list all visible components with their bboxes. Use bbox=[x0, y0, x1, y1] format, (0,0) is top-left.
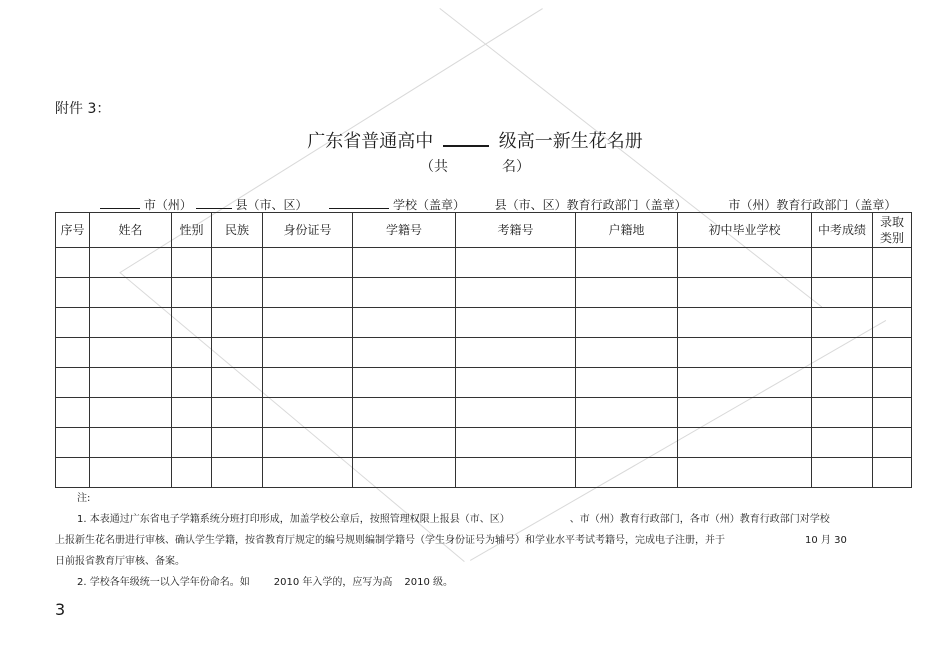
table-cell bbox=[353, 278, 456, 308]
note-item-1-cont bbox=[55, 530, 905, 551]
subtitle-count bbox=[0, 156, 950, 176]
table-header-row bbox=[56, 213, 912, 248]
table-cell bbox=[263, 308, 353, 338]
table-cell bbox=[456, 368, 576, 398]
note-2-part-b: 2010 年入学的，应写为高 bbox=[273, 577, 393, 588]
table-row bbox=[56, 368, 912, 398]
table-cell bbox=[873, 278, 912, 308]
table-cell bbox=[263, 458, 353, 488]
county-blank bbox=[196, 196, 232, 209]
table-cell bbox=[456, 398, 576, 428]
table-row bbox=[56, 248, 912, 278]
note-1-part-c: 上报新生花名册进行审核、确认学生学籍，按省教育厅规定的编号规则编制学籍号（学生身份证号为辅号）和学业水平考试考籍号，完成电子注册，并于 bbox=[55, 535, 725, 546]
col-header: 学籍号 bbox=[353, 213, 456, 248]
col-header: 身份证号 bbox=[263, 213, 353, 248]
table-cell bbox=[90, 338, 172, 368]
note-2-part-a: 2. 学校各年级统一以入学年份命名。如 bbox=[77, 577, 250, 588]
table-row bbox=[56, 398, 912, 428]
table-cell bbox=[353, 458, 456, 488]
table-row bbox=[56, 338, 912, 368]
col-header: 录取类别 bbox=[873, 213, 912, 248]
table-cell bbox=[456, 338, 576, 368]
table-cell bbox=[90, 248, 172, 278]
table-cell bbox=[172, 458, 212, 488]
table-cell bbox=[212, 308, 263, 338]
grade-year-blank bbox=[443, 129, 489, 147]
table-cell bbox=[90, 278, 172, 308]
page-number: 3 bbox=[55, 600, 66, 619]
table-cell bbox=[263, 368, 353, 398]
table-row bbox=[56, 308, 912, 338]
table-cell bbox=[172, 308, 212, 338]
table-cell bbox=[172, 338, 212, 368]
table-cell bbox=[353, 248, 456, 278]
roster-table bbox=[55, 212, 912, 488]
col-header: 考籍号 bbox=[456, 213, 576, 248]
table-cell bbox=[56, 398, 90, 428]
table-cell bbox=[263, 398, 353, 428]
table-cell bbox=[212, 458, 263, 488]
table-cell bbox=[873, 248, 912, 278]
table-cell bbox=[456, 428, 576, 458]
table-cell bbox=[212, 368, 263, 398]
note-item-1 bbox=[55, 509, 905, 530]
table-cell bbox=[90, 368, 172, 398]
table-cell bbox=[263, 428, 353, 458]
table-cell bbox=[56, 368, 90, 398]
table-cell bbox=[873, 308, 912, 338]
table-cell bbox=[456, 248, 576, 278]
title-prefix: 广东省普通高中 bbox=[307, 131, 434, 152]
unit-school: 学校（盖章） bbox=[393, 198, 466, 212]
unit-city: 市（州） bbox=[143, 198, 192, 212]
table-cell bbox=[576, 368, 678, 398]
table-cell bbox=[212, 278, 263, 308]
table-cell bbox=[456, 458, 576, 488]
unit-city-edu: 市（州）教育行政部门（盖章） bbox=[728, 198, 897, 212]
table-cell bbox=[56, 248, 90, 278]
table-cell bbox=[678, 278, 812, 308]
table-cell bbox=[873, 368, 912, 398]
table-row bbox=[56, 278, 912, 308]
table-cell bbox=[353, 398, 456, 428]
table-cell bbox=[172, 278, 212, 308]
table-cell bbox=[353, 368, 456, 398]
col-header: 初中毕业学校 bbox=[678, 213, 812, 248]
table-cell bbox=[678, 308, 812, 338]
col-header: 姓名 bbox=[90, 213, 172, 248]
table-cell bbox=[576, 248, 678, 278]
table-cell bbox=[353, 308, 456, 338]
city-blank bbox=[100, 196, 140, 209]
table-cell bbox=[576, 458, 678, 488]
table-cell bbox=[90, 308, 172, 338]
table-cell bbox=[576, 308, 678, 338]
table-cell bbox=[172, 248, 212, 278]
col-header: 民族 bbox=[212, 213, 263, 248]
table-cell bbox=[678, 248, 812, 278]
table-cell bbox=[90, 398, 172, 428]
table-cell bbox=[56, 428, 90, 458]
notes bbox=[55, 488, 905, 593]
col-header: 性别 bbox=[172, 213, 212, 248]
unit-county-edu: 县（市、区）教育行政部门（盖章） bbox=[494, 198, 687, 212]
table-cell bbox=[576, 398, 678, 428]
table-cell bbox=[812, 428, 873, 458]
table-cell bbox=[212, 398, 263, 428]
title-suffix: 级高一新生花名册 bbox=[498, 131, 643, 152]
table-cell bbox=[263, 338, 353, 368]
table-cell bbox=[576, 428, 678, 458]
table-cell bbox=[812, 338, 873, 368]
table-row bbox=[56, 428, 912, 458]
table-cell bbox=[212, 338, 263, 368]
table-cell bbox=[873, 338, 912, 368]
col-header: 序号 bbox=[56, 213, 90, 248]
table-cell bbox=[812, 368, 873, 398]
table-cell bbox=[456, 308, 576, 338]
table-cell bbox=[873, 398, 912, 428]
table-cell bbox=[212, 248, 263, 278]
subtitle-open: （共 bbox=[420, 159, 448, 175]
page-title bbox=[0, 127, 950, 153]
table-cell bbox=[172, 398, 212, 428]
col-header: 户籍地 bbox=[576, 213, 678, 248]
table-cell bbox=[263, 248, 353, 278]
unit-county: 县（市、区） bbox=[235, 198, 308, 212]
note-1-part-d: 10 月 30 bbox=[805, 535, 847, 546]
table-cell bbox=[678, 368, 812, 398]
table-cell bbox=[678, 428, 812, 458]
unit-line bbox=[100, 196, 896, 213]
col-header: 中考成绩 bbox=[812, 213, 873, 248]
table-cell bbox=[812, 308, 873, 338]
table-cell bbox=[90, 428, 172, 458]
school-blank bbox=[329, 196, 389, 209]
table-cell bbox=[56, 458, 90, 488]
table-cell bbox=[812, 458, 873, 488]
table-row bbox=[56, 458, 912, 488]
table-cell bbox=[56, 308, 90, 338]
table-cell bbox=[678, 458, 812, 488]
table-cell bbox=[263, 278, 353, 308]
table-cell bbox=[56, 338, 90, 368]
table-cell bbox=[812, 248, 873, 278]
table-cell bbox=[90, 458, 172, 488]
table-cell bbox=[812, 278, 873, 308]
table-cell bbox=[172, 368, 212, 398]
note-1-part-a: 1. 本表通过广东省电子学籍系统分班打印形成，加盖学校公章后，按照管理权限上报县（市、区） bbox=[77, 514, 510, 525]
table-cell bbox=[576, 278, 678, 308]
notes-label: 注: bbox=[77, 493, 91, 504]
table-cell bbox=[172, 428, 212, 458]
table-cell bbox=[353, 338, 456, 368]
table-cell bbox=[873, 428, 912, 458]
note-item-1-end: 日前报省教育厅审核、备案。 bbox=[55, 556, 185, 567]
table-cell bbox=[456, 278, 576, 308]
attachment-label: 附件 3： bbox=[55, 101, 111, 117]
table-cell bbox=[576, 338, 678, 368]
subtitle-close: 名） bbox=[502, 159, 530, 175]
table-cell bbox=[873, 458, 912, 488]
table-cell bbox=[678, 398, 812, 428]
table-cell bbox=[812, 398, 873, 428]
note-item-2 bbox=[55, 572, 905, 593]
table-cell bbox=[56, 278, 90, 308]
note-1-part-b: 、市（州）教育行政部门，各市（州）教育行政部门对学校 bbox=[569, 514, 830, 525]
table-cell bbox=[353, 428, 456, 458]
note-2-part-c: 2010 级。 bbox=[404, 577, 454, 588]
table-cell bbox=[212, 428, 263, 458]
table-cell bbox=[678, 338, 812, 368]
